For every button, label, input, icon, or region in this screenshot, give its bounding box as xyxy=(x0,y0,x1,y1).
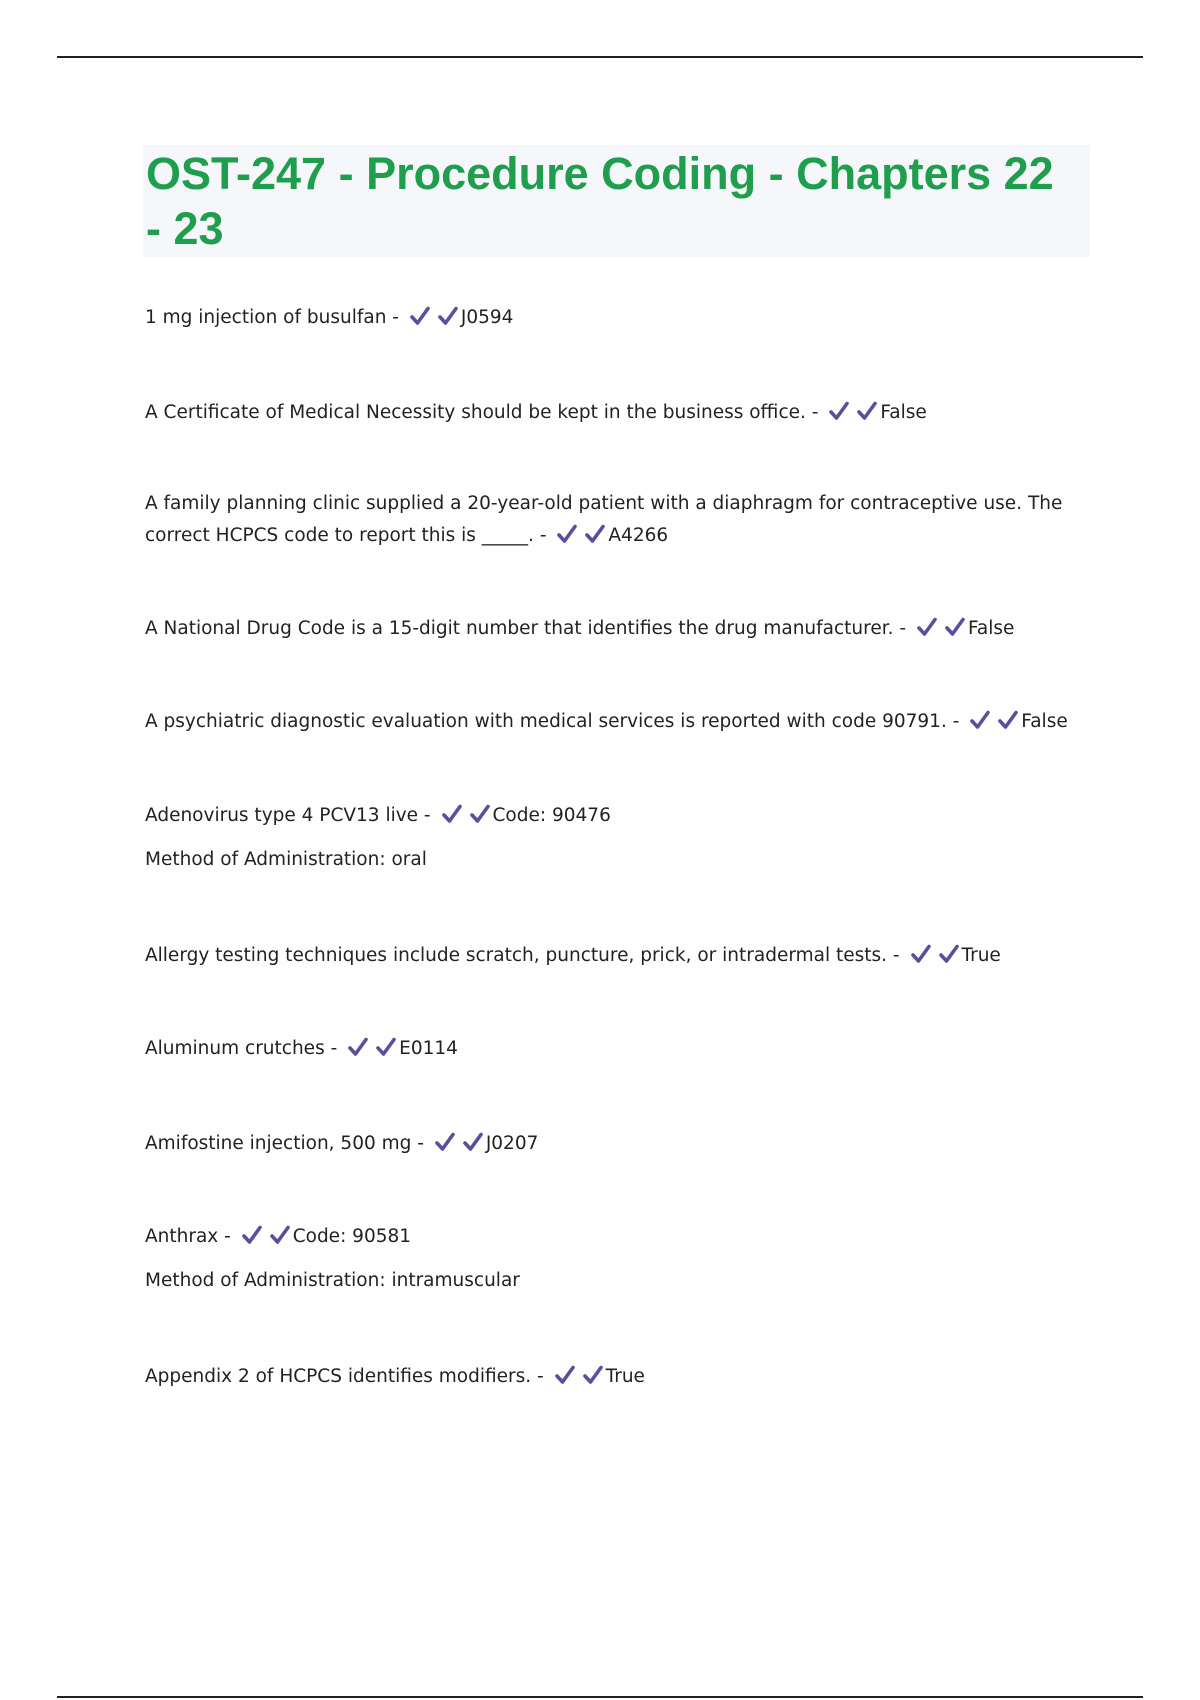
checkmark-icon xyxy=(856,400,878,422)
qa-item xyxy=(145,800,1085,876)
checkmark-icon xyxy=(828,400,850,422)
qa-item xyxy=(145,706,1085,738)
answer-text: J0594 xyxy=(460,307,514,328)
question-text: A National Drug Code is a 15-digit number that identifies the drug manufacturer. - xyxy=(145,618,907,639)
qa-item xyxy=(145,302,1085,334)
qa-item xyxy=(145,1033,1085,1065)
checkmark-icon xyxy=(437,305,459,327)
administration-method-text: Method of Administration: oral xyxy=(145,849,427,870)
question-text: Anthrax - xyxy=(145,1226,231,1247)
question-text: Amifostine injection, 500 mg - xyxy=(145,1133,424,1154)
qa-item xyxy=(145,613,1085,645)
administration-method-text: Method of Administration: intramuscular xyxy=(145,1270,520,1291)
qa-item xyxy=(145,397,1085,429)
answer-text: Code: 90581 xyxy=(292,1226,412,1247)
checkmark-icon xyxy=(938,943,960,965)
checkmark-icon xyxy=(582,1364,604,1386)
checkmark-icon xyxy=(462,1131,484,1153)
checkmark-icon xyxy=(241,1224,263,1246)
question-text: A Certificate of Medical Necessity should be kept in the business office. - xyxy=(145,402,819,423)
checkmark-icon xyxy=(409,305,431,327)
checkmark-icon xyxy=(469,803,491,825)
checkmark-icon xyxy=(434,1131,456,1153)
answer-text: False xyxy=(880,402,927,423)
answer-text: J0207 xyxy=(485,1133,539,1154)
qa-item xyxy=(145,488,1085,552)
question-text: Allergy testing techniques include scratch, puncture, prick, or intradermal tests. - xyxy=(145,945,900,966)
checkmark-icon xyxy=(969,709,991,731)
question-text: Aluminum crutches - xyxy=(145,1038,338,1059)
checkmark-icon xyxy=(997,709,1019,731)
answer-text: False xyxy=(967,618,1015,639)
checkmark-icon xyxy=(556,523,578,545)
checkmark-icon xyxy=(269,1224,291,1246)
checkmark-icon xyxy=(347,1036,369,1058)
checkmark-icon xyxy=(584,523,606,545)
checkmark-icon xyxy=(441,803,463,825)
checkmark-icon xyxy=(944,616,966,638)
checkmark-icon xyxy=(910,943,932,965)
qa-item xyxy=(145,1361,1085,1393)
qa-item xyxy=(145,1221,1085,1297)
bottom-rule xyxy=(57,1696,1143,1698)
answer-text: True xyxy=(605,1366,645,1387)
question-text: Appendix 2 of HCPCS identifies modifiers. - xyxy=(145,1366,544,1387)
top-rule xyxy=(57,56,1143,58)
question-text: A psychiatric diagnostic evaluation with medical services is reported with code 90791. - xyxy=(145,711,960,732)
question-text: 1 mg injection of busulfan - xyxy=(145,307,399,328)
answer-text: True xyxy=(961,945,1001,966)
question-text: A family planning clinic supplied a 20-year-old patient with a diaphragm for contraceptive use. The correct HCPCS code to report this is _____. - xyxy=(145,493,1063,546)
answer-text: E0114 xyxy=(399,1038,458,1059)
answer-text: A4266 xyxy=(608,525,669,546)
question-text: Adenovirus type 4 PCV13 live - xyxy=(145,805,431,826)
checkmark-icon xyxy=(554,1364,576,1386)
answer-text: False xyxy=(1021,711,1068,732)
qa-item xyxy=(145,940,1085,972)
answer-text: Code: 90476 xyxy=(492,805,611,826)
document-title: OST-247 - Procedure Coding - Chapters 22 - 23 xyxy=(146,148,1054,254)
checkmark-icon xyxy=(916,616,938,638)
checkmark-icon xyxy=(375,1036,397,1058)
qa-item xyxy=(145,1128,1085,1160)
